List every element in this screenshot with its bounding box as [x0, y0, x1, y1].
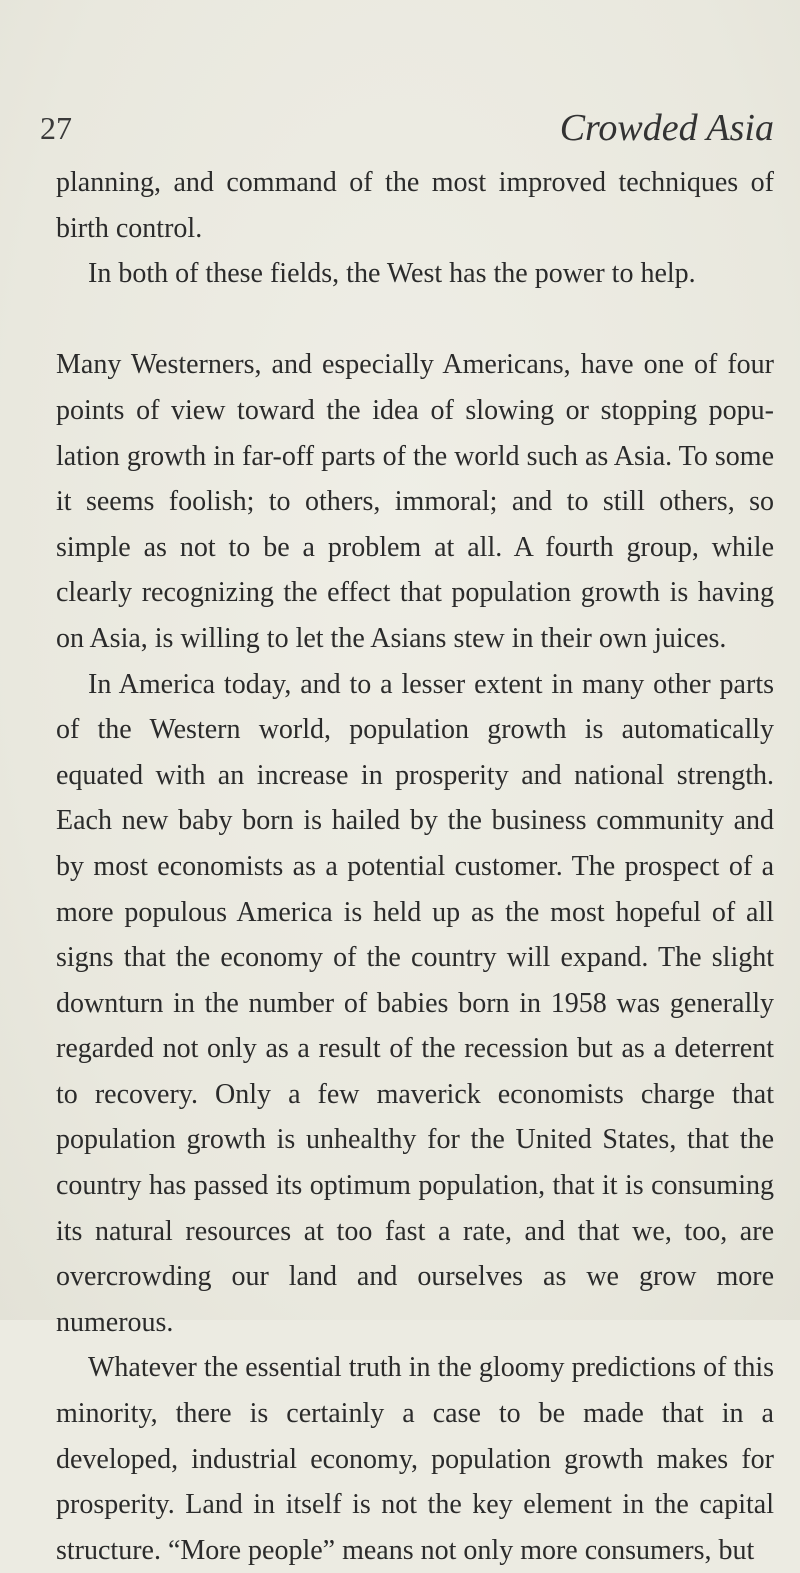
paragraph: In both of these fields, the West has the power to help. — [88, 258, 696, 290]
page-header — [40, 108, 780, 158]
paragraph: Whatever the essential truth in the gloomy predictions of this minority, there is certainly a case to be made that in a developed, industrial economy, population growth makes for prosperity. Land in itself is not the key element in the capital structure. “More people” means not only more consumers, but — [56, 1352, 774, 1566]
body-text — [56, 160, 774, 1573]
paragraph: In America today, and to a lesser extent in many other parts of the Western world, population growth is automatically equated with an increase in prosperity and national strength. Each new baby born is hailed by the business community and by most economists as a potential customer. The prospect of a more populous America is held up as the most hopeful of all signs that the economy of the country will expand. The slight downturn in the number of babies born in 1958 was generally regarded not only as a result of the recession but as a deterrent to recovery. Only a few maverick economists charge that population growth is unhealthy for the United States, that the country has passed its optimum population, that it is consuming its natural resources at too fast a rate, and that we, too, are overcrowding our land and ourselves as we grow more numerous. — [56, 668, 774, 1338]
paragraph-section-start: Many Westerners, and especially Americans, have one of four points of view toward the idea of slowing or stopping popu-lation growth in far-off parts of the world such as Asia. To some it seems foolish; to others, immoral; and to still others, so simple as not to be a problem at all. A fourth group, while clearly recognizing the effect that population growth is having on Asia, is willing to let the Asians stew in their own juices. — [56, 349, 774, 654]
paragraph-continued: planning, and command of the most improved techniques of birth control. — [56, 167, 774, 244]
running-title: Crowded Asia — [559, 107, 774, 149]
page-number: 27 — [40, 110, 72, 146]
